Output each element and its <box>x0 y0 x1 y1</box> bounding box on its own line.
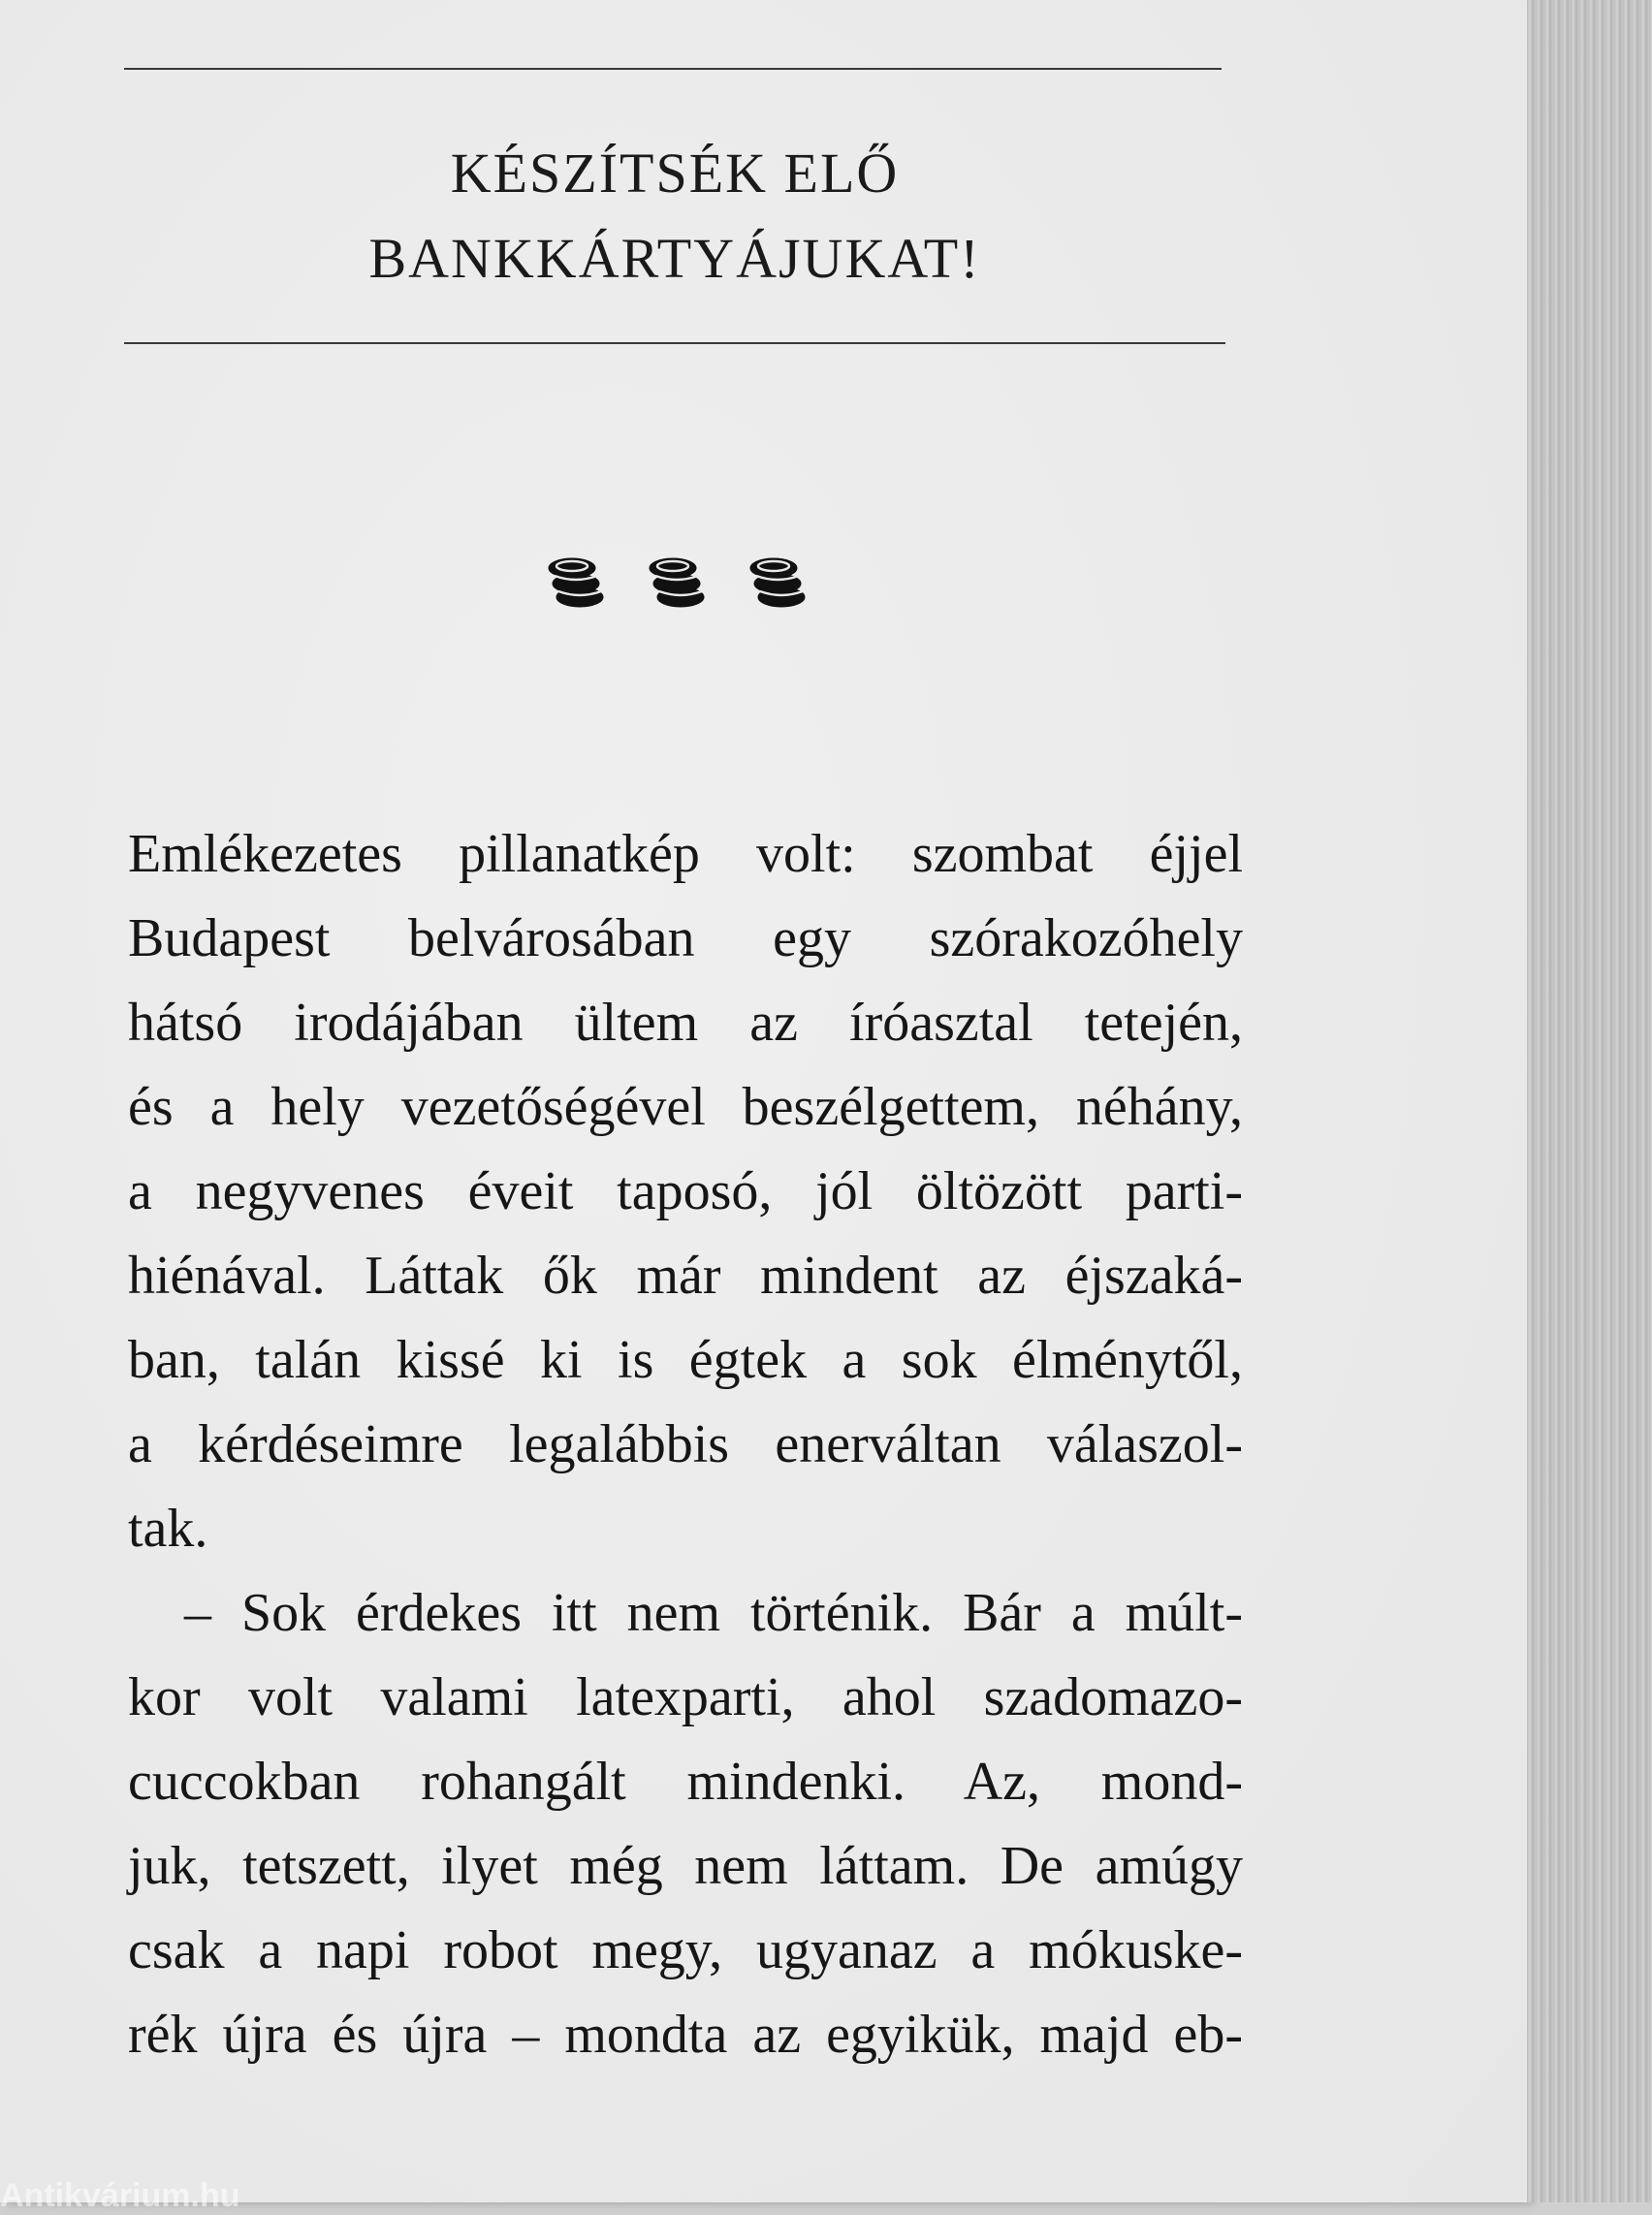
text-line: hátsó irodájában ültem az íróasztal tetején, <box>128 993 1243 1053</box>
text-line: – Sok érdekes itt nem történik. Bár a múlt- <box>184 1583 1243 1643</box>
text-line: hiénával. Láttak ők már mindent az éjszaká- <box>128 1246 1243 1306</box>
text-line: a negyvenes éveit taposó, jól öltözött parti- <box>128 1161 1243 1221</box>
title-rule-top <box>124 68 1222 70</box>
text-line: és a hely vezetőségével beszélgettem, néhány, <box>128 1077 1243 1137</box>
title-rule-bottom <box>124 342 1225 344</box>
text-line: ban, talán kissé ki is égtek a sok élménytől, <box>128 1330 1243 1390</box>
coin-stack-icon <box>644 547 714 617</box>
text-line: kor volt valami latexparti, ahol szadomazo- <box>128 1667 1243 1727</box>
text-line: a kérdéseimre legalábbis enerváltan válaszol- <box>128 1414 1243 1474</box>
text-line: tak. <box>128 1499 208 1559</box>
coin-stack-icon <box>745 547 814 617</box>
chapter-title-line-1: KÉSZÍTSÉK ELŐ <box>450 142 900 205</box>
text-line: cuccokban rohangált mindenki. Az, mond- <box>128 1752 1243 1812</box>
body-text <box>128 812 1243 2077</box>
chapter-title <box>124 131 1225 301</box>
page-edge <box>1527 0 1652 2202</box>
text-line: csak a napi robot megy, ugyanaz a mókuske- <box>128 1920 1243 1980</box>
coin-stack-icon <box>543 547 613 617</box>
text-line: juk, tetszett, ilyet még nem láttam. De amúgy <box>128 1836 1243 1896</box>
chapter-title-line-2: BANKKÁRTYÁJUKAT! <box>368 227 981 290</box>
coin-ornament <box>543 543 814 620</box>
watermark: Antikvárium.hu <box>0 2177 240 2214</box>
text-line: Emlékezetes pillanatkép volt: szombat éjjel <box>128 824 1243 884</box>
text-line: Budapest belvárosában egy szórakozóhely <box>128 908 1243 968</box>
text-line: rék újra és újra – mondta az egyikük, majd eb- <box>128 2005 1243 2065</box>
